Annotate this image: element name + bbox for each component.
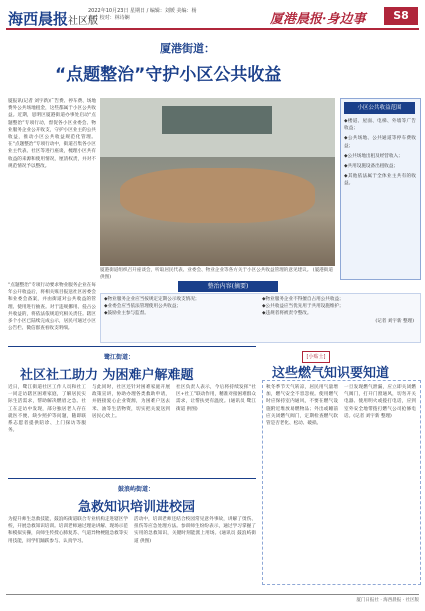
news-photo bbox=[100, 98, 335, 266]
summary-item: ◆公共收益应当优先用于共用设施维护； bbox=[262, 304, 344, 310]
sidebox-item: ◆公共场地出租及经营收入； bbox=[344, 153, 403, 159]
section4-headline: 这些燃气知识要知道 bbox=[272, 366, 390, 381]
section4-col-2: 一旦发现燃气泄漏，应立即关闭燃气阀门，打开门窗通风，切勿开关电器、使用明火或拨打电话，应到室外安全地带拨打燃气公司抢修电话。(记者 刘宇新 整理) bbox=[344, 385, 416, 419]
brand-sub: 社区版 bbox=[68, 16, 99, 27]
section2-col-3: 社区负责人表示，今后将持续发挥“社区+社工”联动作用，精准对接困难群众需求，让帮扶更有温度。(通讯员 鹭江街道 供图) bbox=[176, 385, 256, 412]
sidebox-title: 小区公共收益范围 bbox=[344, 102, 415, 114]
section3-col-2: 活动中，培训老师还结合校园常见意外事故，讲解了烫伤、扭伤等应急处理方法。参训师生纷纷表示，通过学习掌握了实用的急救知识，关键时刻能派上用场。(通讯员 鼓浪屿街道 供图) bbox=[134, 517, 256, 544]
main-headline: “点题整治”守护小区公共收益 bbox=[55, 65, 282, 85]
summary-note: (记者 刘宇新 整理) bbox=[375, 318, 414, 324]
summary-item: ◆违规者将被责令整改。 bbox=[262, 311, 312, 317]
section-divider bbox=[8, 346, 256, 347]
sidebox-list bbox=[344, 118, 416, 191]
header-meta: 2022年10月23日 星期日 / 编辑：刘媛 美编：杨志叶 校对：林诗娴 bbox=[88, 8, 197, 21]
main-col-1: 厦报讯(记者 刘宇新)广告费、停车费、场地费外公共场地租金，这些都属于小区公共收益。近期，思明区厦港街道办事处启动“点题整治”专项行动，督促各小区业委会、物业服务企业公开收支，守护小区业主的公共收益，推动小区公共收益规范化管理。在“点题整治”专项行动中，街道召集各小区业主代表、社区等进行座谈，梳理小区共有收益的来源和使用情况，厘清权责，并对不规范情况予以整改。 bbox=[8, 99, 96, 169]
section3-col-1: 为提升师生急救技能，鼓浪屿街道联合专业机构走进辖区学校，开展急救知识培训。培训老师通过理论讲解、现场示范和模拟实操，向师生传授心肺复苏、气道异物梗阻急救等实用技能，同学们踊跃参与、认真学习。 bbox=[8, 517, 128, 544]
sidebox-item: ◆公共场地、公共通道等停车费收益； bbox=[344, 136, 416, 149]
section2-kicker: 鹭江街道： bbox=[104, 354, 135, 361]
sidebox-item: ◆楼道、屋面、电梯、外墙等广告收益； bbox=[344, 119, 416, 132]
header-rule bbox=[6, 28, 419, 30]
page-number: S8 bbox=[384, 7, 418, 25]
summary-item: ◆业委会应当依法管理使用公共收益； bbox=[104, 304, 182, 310]
section3-kicker: 鼓浪屿街道： bbox=[118, 486, 155, 493]
sidebox-item: ◆共用设施设备出租收益； bbox=[344, 164, 399, 170]
footer-text: 厦门日报社 · 海西晨报 · 社区版 bbox=[356, 598, 419, 603]
summary-item: ◆物业服务企业不得擅自占用公共收益； bbox=[262, 297, 344, 302]
edition-title: 厦港晨报·身边事 bbox=[270, 12, 366, 27]
summary-item: ◆物业服务企业应当按规定定期公示收支情况； bbox=[104, 297, 200, 302]
section3-headline: 急救知识培训进校园 bbox=[78, 500, 196, 515]
section2-col-2: 与此同时，社区还针对困难家庭开展政策宣讲，协助办理各类救助申请，并链接爱心企业资源，为困难户送去米、油等生活物资，切实把关爱送到居民心坎上。 bbox=[92, 385, 170, 419]
sidebox-item: ◆其他依法属于全体业主共有的收益。 bbox=[344, 174, 416, 187]
section-divider bbox=[8, 478, 256, 479]
newspaper-brand: 海西晨报社区版 bbox=[8, 10, 99, 28]
tips-tag: [小贴士] bbox=[302, 351, 330, 363]
section2-col-1: 近日，鹭江街道社区工作人员和社工一同走访辖区困难家庭，了解居民实际生活需求，帮助解决燃眉之急。社工在走访中发现，部分独居老人存在就医不便、缺少照护等问题，随即联系志愿者提供陪诊、上门探访等服务。 bbox=[8, 385, 86, 434]
summary-list-right bbox=[262, 296, 414, 325]
main-col-2: “点题整治”专项行动要求物业服务企业在每年公开收益后，将相关账目报送社区居委会和业委会备案，并由街道对公共收益的管理、使用进行抽查。对于违规挪用、侵占公共收益的，将依法依规追究相关责任。辖区多个小区已陆续完成公示，居民可通过小区公告栏、微信群查看收支明细。 bbox=[8, 283, 96, 332]
summary-box-title: 整治内容(摘要) bbox=[178, 281, 278, 292]
summary-item: ◆鼓励业主参与监督。 bbox=[104, 311, 149, 317]
summary-list-left bbox=[104, 296, 254, 318]
section2-headline: 社区社工助力 为困难户解难题 bbox=[20, 368, 194, 383]
photo-caption: 厦港街道组织召开座谈会，听取居民代表、业委会、物业企业等各方关于小区公共收益管理的意见建议。 (厦港街道 供图) bbox=[100, 268, 333, 280]
main-kicker: 厦港街道： bbox=[160, 42, 215, 55]
footer-rule bbox=[6, 594, 419, 595]
section4-col-1: 秋冬季节天气转凉，居民用气量增加，燃气安全不容忽视。使用燃气时应保持室内通风，不要在燃气设施附近堆放易燃物品；外出或睡前应关闭燃气阀门，定期检查燃气软管是否老化、松动、破损。 bbox=[266, 385, 338, 427]
